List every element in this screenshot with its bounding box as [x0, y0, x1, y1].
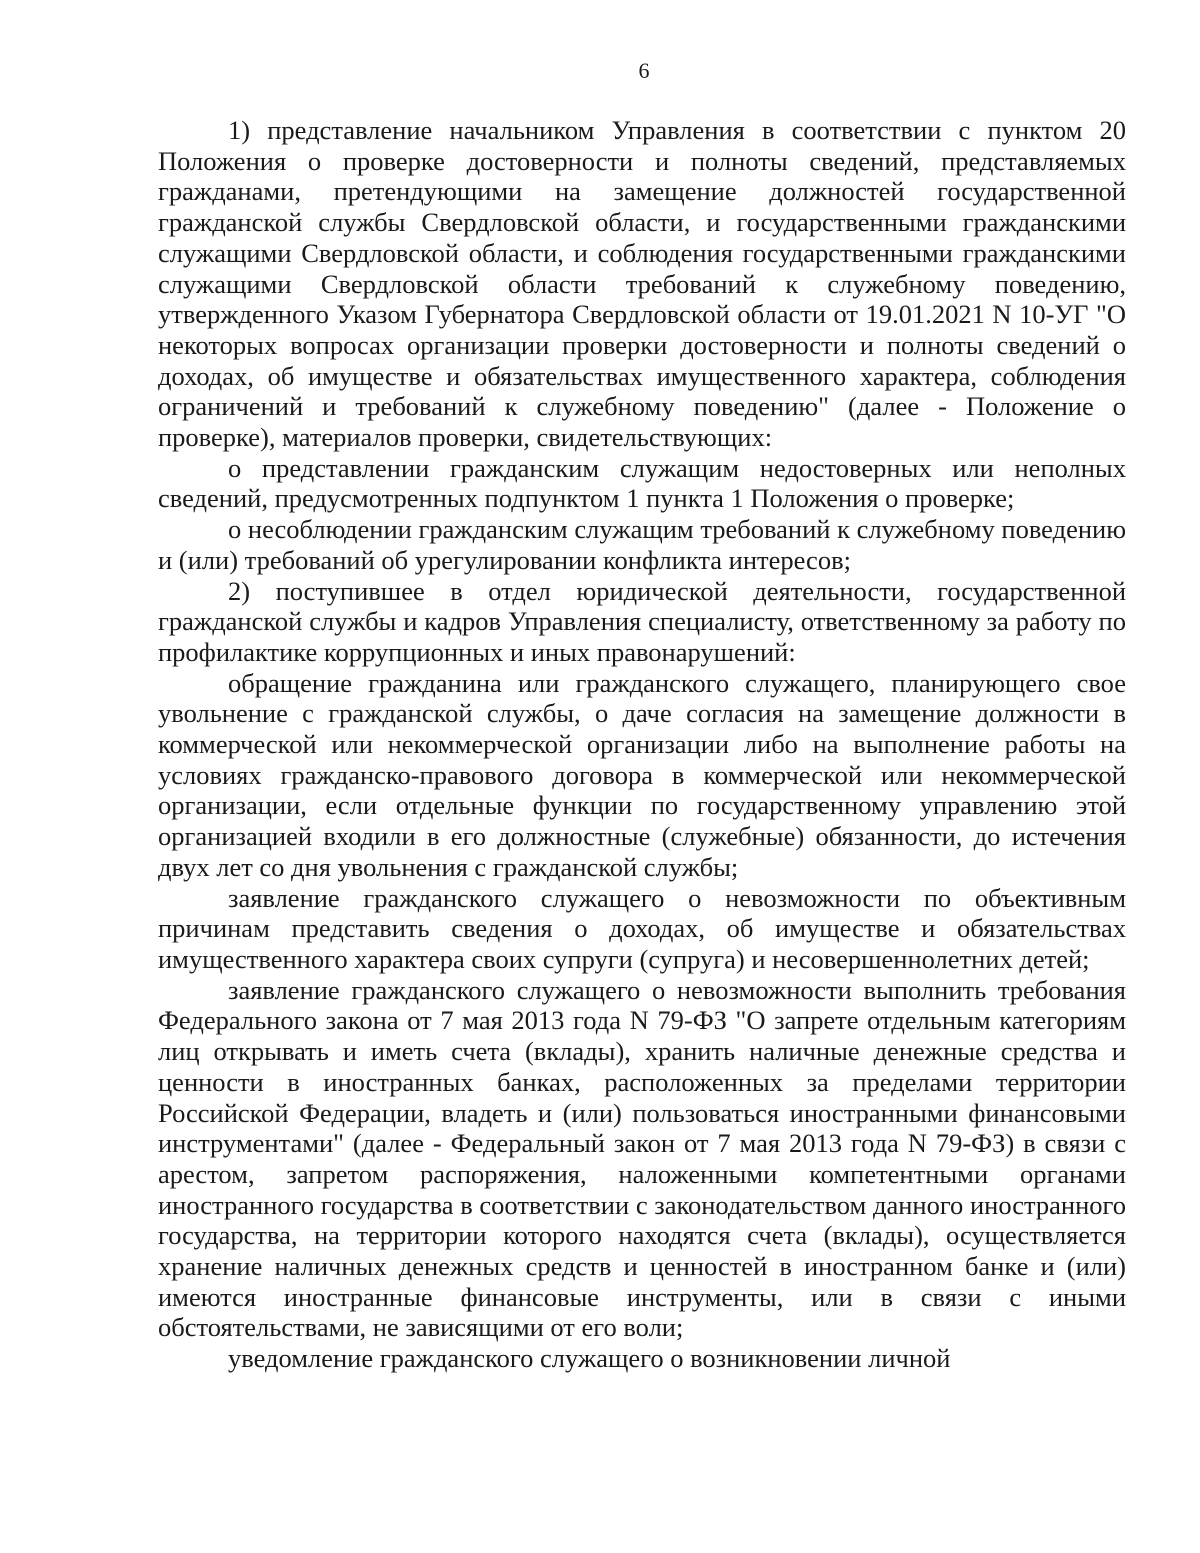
paragraph-2: о представлении гражданским служащим недостоверных или неполных сведений, предусмотренных подпунктом 1 пункта 1 Положения о проверке; — [158, 452, 1126, 514]
paragraph-1: 1) представление начальником Управления в соответствии с пунктом 20 Положения о проверке достоверности и полноты сведений, представляемых гражданами, претендующими на замещение должностей государственной гражданской службы Свердловской области, и государственными гражданскими служащими Свердловской области, и соблюдения государственными гражданскими служащими Свердловской области требований к служебному поведению, утвержденного Указом Губернатора Свердловской области от 19.01.2021 N 10-УГ "О некоторых вопросах организации проверки достоверности и полноты сведений о доходах, об имуществе и обязательствах имущественного характера, соблюдения ограничений и требований к служебному поведению" (далее - Положение о проверке), материалов проверки, свидетельствующих: — [158, 115, 1126, 453]
paragraph-3: о несоблюдении гражданским служащим требований к служебному поведению и (или) требований об урегулировании конфликта интересов; — [158, 514, 1126, 575]
page-number: 6 — [638, 58, 650, 83]
paragraph-4: 2) поступившее в отдел юридической деятельности, государственной гражданской службы и кадров Управления специалисту, ответственному за работу по профилактике коррупционных и иных правонарушений: — [158, 575, 1126, 667]
paragraph-5: обращение гражданина или гражданского служащего, планирующего свое увольнение с гражданской службы, о даче согласия на замещение должности в коммерческой или некоммерческой организации либо на выполнение работы на условиях гражданско-правового договора в коммерческой или некоммерческой организации, если отдельные функции по государственному управлению этой организацией входили в его должностные (служебные) обязанности, до истечения двух лет со дня увольнения с гражданской службы; — [158, 667, 1126, 882]
paragraph-6: заявление гражданского служащего о невозможности по объективным причинам представить сведения о доходах, об имуществе и обязательствах имущественного характера своих супруги (супруга) и несовершеннолетних детей; — [158, 882, 1126, 974]
document-body — [158, 115, 1126, 1374]
paragraph-8: уведомление гражданского служащего о возникновении личной — [228, 1343, 951, 1374]
paragraph-7: заявление гражданского служащего о невозможности выполнить требования Федерального закона от 7 мая 2013 года N 79-ФЗ "О запрете отдельным категориям лиц открывать и иметь счета (вклады), хранить наличные денежные средства и ценности в иностранных банках, расположенных за пределами территории Российской Федерации, владеть и (или) пользоваться иностранными финансовыми инструментами" (далее - Федеральный закон от 7 мая 2013 года N 79-ФЗ) в связи с арестом, запретом распоряжения, наложенными компетентными органами иностранного государства в соответствии с законодательством данного иностранного государства, на территории которого находятся счета (вклады), осуществляется хранение наличных денежных средств и ценностей в иностранном банке и (или) имеются иностранные финансовые инструменты, или в связи с иными обстоятельствами, не зависящими от его воли; — [158, 974, 1126, 1343]
